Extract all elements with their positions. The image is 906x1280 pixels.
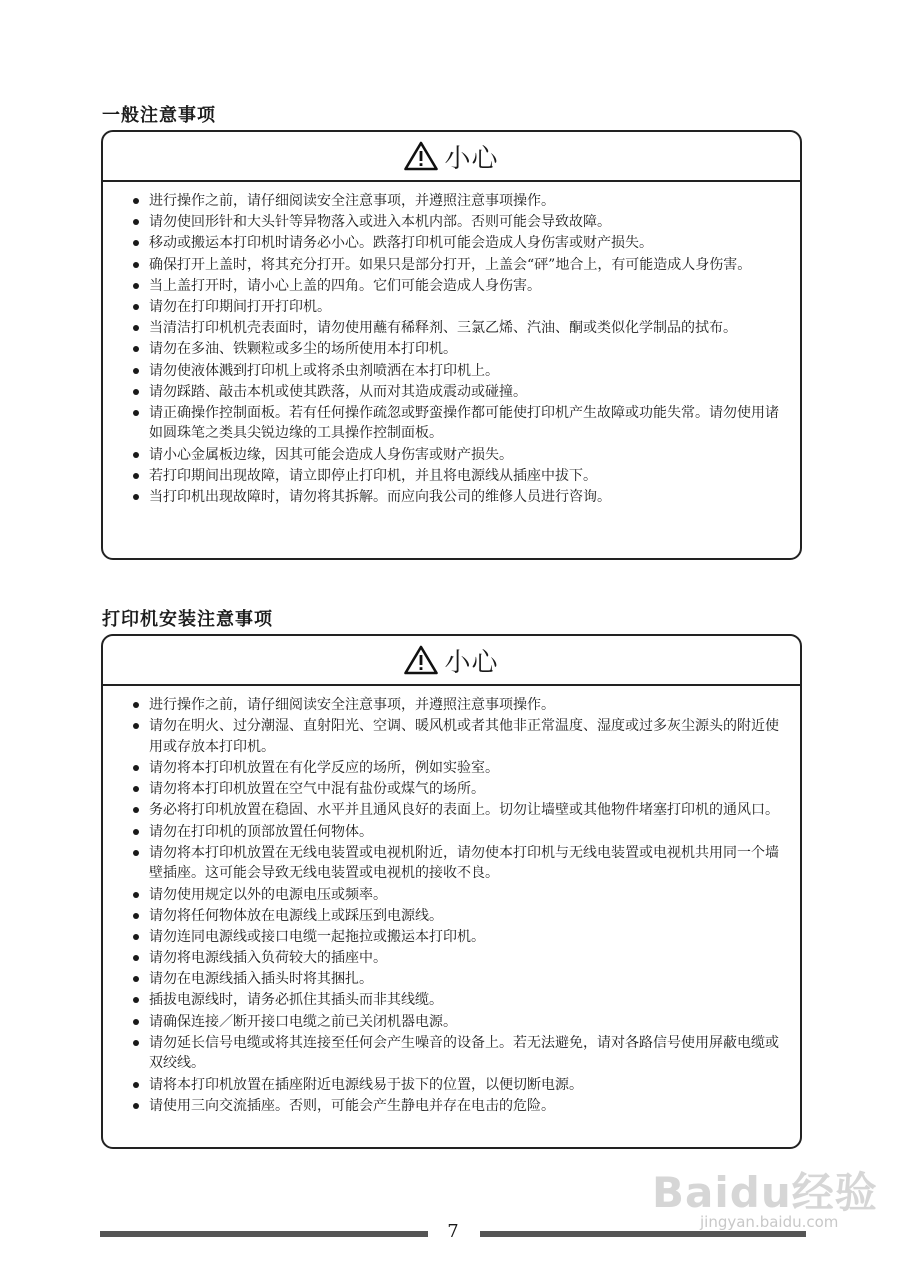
caution-item: 请勿将本打印机放置在空气中混有盐份或煤气的场所。 xyxy=(131,779,782,800)
general-caution-box xyxy=(101,130,802,560)
section-title-general: 一般注意事项 xyxy=(102,105,216,126)
caution-item: 请勿延长信号电缆或将其连接至任何会产生噪音的设备上。若无法避免，请对各路信号使用屏蔽电缆或双绞线。 xyxy=(131,1033,782,1074)
footer-rule-right xyxy=(480,1231,806,1237)
install-caution-list xyxy=(103,686,800,1123)
caution-item: 请勿踩踏、敲击本机或使其跌落，从而对其造成震动或碰撞。 xyxy=(131,382,782,403)
caution-item: 移动或搬运本打印机时请务必小心。跌落打印机可能会造成人身伤害或财产损失。 xyxy=(131,233,782,254)
caution-item: 请勿连同电源线或接口电缆一起拖拉或搬运本打印机。 xyxy=(131,927,782,948)
caution-header xyxy=(103,636,800,686)
caution-item: 请勿将本打印机放置在无线电装置或电视机附近，请勿使本打印机与无线电装置或电视机共用同一个墙壁插座。这可能会导致无线电装置或电视机的接收不良。 xyxy=(131,843,782,884)
caution-item: 请小心金属板边缘，因其可能会造成人身伤害或财产损失。 xyxy=(131,445,782,466)
footer-rule-left xyxy=(100,1231,428,1237)
caution-label: 小心 xyxy=(444,647,499,678)
caution-item: 插拔电源线时，请务必抓住其插头而非其线缆。 xyxy=(131,990,782,1011)
section-title-install: 打印机安装注意事项 xyxy=(102,609,273,630)
caution-item: 请勿使用规定以外的电源电压或频率。 xyxy=(131,885,782,906)
caution-label: 小心 xyxy=(444,143,499,174)
warning-triangle-icon xyxy=(404,645,438,675)
watermark-url: jingyan.baidu.com xyxy=(700,1213,839,1231)
caution-item: 若打印期间出现故障，请立即停止打印机，并且将电源线从插座中拔下。 xyxy=(131,466,782,487)
caution-header xyxy=(103,132,800,182)
caution-item: 请勿使液体溅到打印机上或将杀虫剂喷洒在本打印机上。 xyxy=(131,361,782,382)
install-caution-box xyxy=(101,634,802,1149)
caution-item: 请勿在明火、过分潮湿、直射阳光、空调、暖风机或者其他非正常温度、湿度或过多灰尘源头的附近使用或存放本打印机。 xyxy=(131,716,782,757)
caution-item: 请勿在打印机的顶部放置任何物体。 xyxy=(131,822,782,843)
caution-item: 请勿使回形针和大头针等异物落入或进入本机内部。否则可能会导致故障。 xyxy=(131,212,782,233)
caution-item: 请正确操作控制面板。若有任何操作疏忽或野蛮操作都可能使打印机产生故障或功能失常。请勿使用诸如圆珠笔之类具尖锐边缘的工具操作控制面板。 xyxy=(131,403,782,444)
caution-item: 请勿在打印期间打开打印机。 xyxy=(131,297,782,318)
watermark-logo: Baidu经验 xyxy=(652,1168,878,1217)
caution-item: 确保打开上盖时，将其充分打开。如果只是部分打开，上盖会“砰”地合上，有可能造成人身伤害。 xyxy=(131,255,782,276)
caution-item: 请勿将电源线插入负荷较大的插座中。 xyxy=(131,948,782,969)
caution-item: 请勿将本打印机放置在有化学反应的场所，例如实验室。 xyxy=(131,758,782,779)
general-caution-list xyxy=(103,182,800,514)
caution-item: 当上盖打开时，请小心上盖的四角。它们可能会造成人身伤害。 xyxy=(131,276,782,297)
caution-item: 请确保连接／断开接口电缆之前已关闭机器电源。 xyxy=(131,1012,782,1033)
caution-item: 请勿在电源线插入插头时将其捆扎。 xyxy=(131,969,782,990)
caution-item: 当打印机出现故障时，请勿将其拆解。而应向我公司的维修人员进行咨询。 xyxy=(131,487,782,508)
caution-item: 当清洁打印机机壳表面时，请勿使用蘸有稀释剂、三氯乙烯、汽油、酮或类似化学制品的拭布。 xyxy=(131,318,782,339)
caution-item: 请使用三向交流插座。否则，可能会产生静电并存在电击的危险。 xyxy=(131,1096,782,1117)
caution-item: 请将本打印机放置在插座附近电源线易于拔下的位置，以便切断电源。 xyxy=(131,1075,782,1096)
caution-item: 请勿在多油、铁颗粒或多尘的场所使用本打印机。 xyxy=(131,339,782,360)
caution-item: 进行操作之前，请仔细阅读安全注意事项，并遵照注意事项操作。 xyxy=(131,191,782,212)
caution-item: 务必将打印机放置在稳固、水平并且通风良好的表面上。切勿让墙壁或其他物件堵塞打印机的通风口。 xyxy=(131,800,782,821)
page-number: 7 xyxy=(447,1221,459,1242)
warning-triangle-icon xyxy=(404,141,438,171)
caution-item: 进行操作之前，请仔细阅读安全注意事项，并遵照注意事项操作。 xyxy=(131,695,782,716)
caution-item: 请勿将任何物体放在电源线上或踩压到电源线。 xyxy=(131,906,782,927)
